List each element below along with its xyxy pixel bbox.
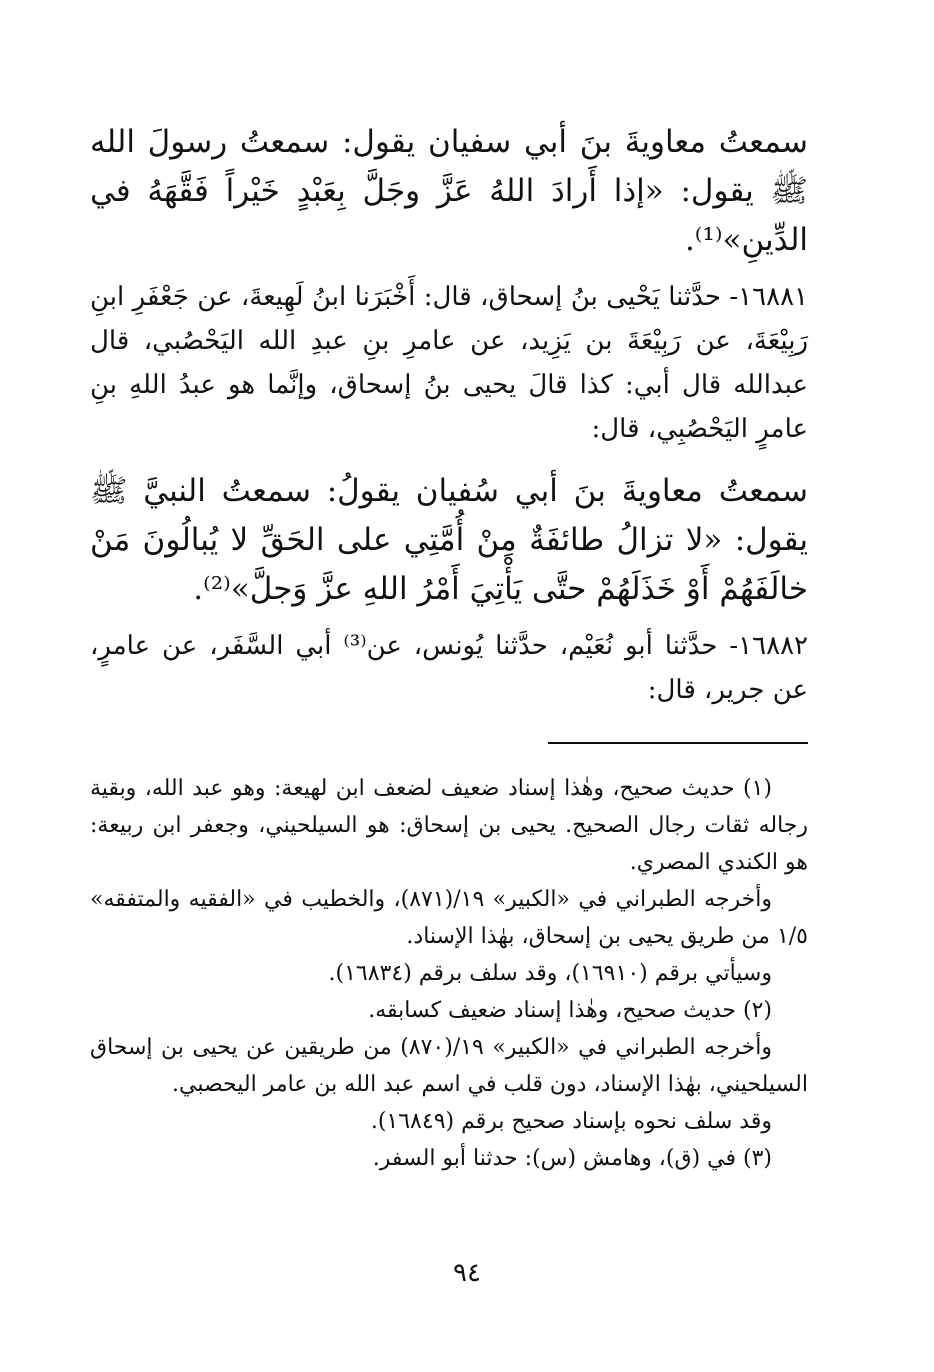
footnote-1-sources: وأخرجه الطبراني في «الكبير» ١٩/(٨٧١)، والخطيب في «الفقيه والمتفقه» ١/٥ من طريق يحيى بن إسحاق، بهٰذا الإسناد. [90, 887, 808, 949]
page-number: ٩٤ [453, 1258, 481, 1288]
page-content [90, 118, 808, 1177]
footnotes [90, 770, 808, 1177]
hadith-text-1: سمعتُ معاويةَ بنَ أبي سفيان يقول: سمعتُ رسولَ الله ﷺ يقول: «إذا أَرادَ اللهُ عَزَّ وجَلَّ بِعَبْدٍ خَيْراً فَقَّهَهُ في الدِّينِ»⁽¹⁾. [90, 124, 808, 258]
footnote-1: (١) حديث صحيح، وهٰذا إسناد ضعيف لضعف ابن لهيعة: وهو عبد الله، وبقية رجاله ثقات رجال الصحيح. يحيى بن إسحاق: هو السيلحيني، وجعفر ابن ربيعة: هو الكندي المصري. [90, 776, 808, 875]
footnote-2-sources: وأخرجه الطبراني في «الكبير» ١٩/(٨٧٠) من طريقين عن يحيى بن إسحاق السيلحيني، بهٰذا الإسناد، دون قلب في اسم عبد الله بن عامر اليحصبي. [90, 1035, 808, 1097]
hadith-isnad-16882: ١٦٨٨٢- حدَّثنا أبو نُعَيْم، حدَّثنا يُونس، عن⁽³⁾ أبي السَّفَر، عن عامرٍ، عن جرير، قال: [90, 631, 808, 705]
footnote-3: (٣) في (ق)، وهامش (س): حدثنا أبو السفر. [372, 1146, 772, 1171]
hadith-text-2: سمعتُ معاويةَ بنَ أبي سُفيان يقولُ: سمعتُ النبيَّ ﷺ يقول: «لا تزالُ طائفَةٌ مِنْ أُمَّتِي على الحَقِّ لا يُبالُونَ مَنْ خالَفَهُمْ أَوْ خَذَلَهُمْ حتَّى يَأْتِيَ أَمْرُ اللهِ عزَّ وَجلَّ»⁽²⁾. [90, 473, 808, 607]
footnote-divider [548, 742, 808, 744]
footnote-1-crossref: وسيأتي برقم (١٦٩١٠)، وقد سلف برقم (١٦٨٣٤). [328, 961, 772, 986]
footnote-2: (٢) حديث صحيح، وهٰذا إسناد ضعيف كسابقه. [368, 998, 772, 1023]
hadith-isnad-16881: ١٦٨٨١- حدَّثنا يَحْيى بنُ إسحاق، قال: أَخْبَرَنا ابنُ لَهِيعةَ، عن جَعْفَرِ ابنِ رَبِيْعَةَ، عن رَبِيْعَةَ بن يَزِيد، عن عامرِ بنِ عبدِ الله اليَحْصُبي، قال عبدالله قال أبي: كذا قالَ يحيى بنُ إسحاق، وإنَّما هو عبدُ اللهِ بنِ عامرٍ اليَحْصُبِي، قال: [90, 282, 808, 444]
footnote-2-crossref: وقد سلف نحوه بإسناد صحيح برقم (١٦٨٤٩). [370, 1109, 772, 1134]
